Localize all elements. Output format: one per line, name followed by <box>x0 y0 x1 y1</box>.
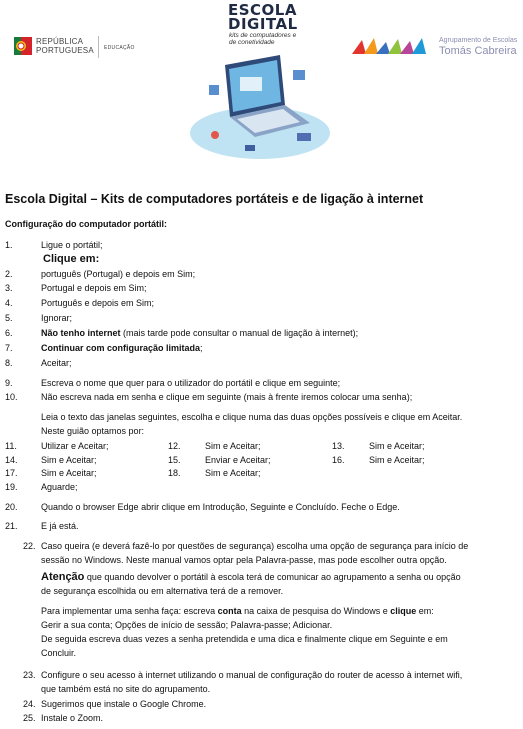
step-number: 8. <box>5 358 13 368</box>
section-subtitle: Configuração do computador portátil: <box>5 219 167 229</box>
step-text: E já está. <box>41 521 79 531</box>
note-text: Leia o texto das janelas seguintes, escolha e clique numa das duas opções possíveis e clique em Aceitar. <box>41 412 463 422</box>
step-text: Aceitar; <box>41 358 72 368</box>
school-logo-icon <box>352 36 434 58</box>
warning-text <box>41 571 461 583</box>
step-number: 13. <box>332 441 345 451</box>
step-number: 16. <box>332 455 345 465</box>
step-number: 12. <box>168 441 181 451</box>
keyword: clique <box>390 606 417 616</box>
step-text: Sim e Aceitar; <box>41 468 97 478</box>
program-subtitle: kits de computadores e de conetividade <box>229 32 297 46</box>
step-number: 22. <box>23 541 36 551</box>
portugal-emblem-icon <box>14 37 32 55</box>
step-rest: ; <box>200 343 203 353</box>
step-number: 2. <box>5 269 13 279</box>
step-number: 7. <box>5 343 13 353</box>
step-text: Sugerimos que instale o Google Chrome. <box>41 699 207 709</box>
step-number: 4. <box>5 298 13 308</box>
step-text: Caso queira (e deverá fazê-lo por questões de segurança) escolha uma opção de segurança para início de <box>41 541 469 551</box>
school-line1: Agrupamento de Escolas <box>439 37 518 44</box>
step-number: 3. <box>5 283 13 293</box>
note-text: Neste guião optamos por: <box>41 426 145 436</box>
step-text: português (Portugal) e depois em Sim; <box>41 269 196 279</box>
step-text <box>41 342 203 354</box>
step-rest: (mais tarde pode consultar o manual de ligação à internet); <box>120 328 359 338</box>
divider <box>98 36 99 58</box>
step-text: Português e depois em Sim; <box>41 298 155 308</box>
step-number: 14. <box>5 455 18 465</box>
laptop-illustration <box>185 45 335 165</box>
step-number: 17. <box>5 468 18 478</box>
step-bold: Não tenho internet <box>41 328 121 338</box>
step-text: Instale o Zoom. <box>41 713 104 723</box>
gov-edu-label: EDUCAÇÃO <box>104 45 135 51</box>
warning-text: de segurança escolhida ou em alternativa terá de a remover. <box>41 586 284 596</box>
password-instructions <box>41 605 434 617</box>
step-text: Aguarde; <box>41 482 78 492</box>
step-text: Enviar e Aceitar; <box>205 455 271 465</box>
step-number: 20. <box>5 502 18 512</box>
step-text: Sim e Aceitar; <box>205 468 261 478</box>
step-number: 9. <box>5 378 13 388</box>
step-text: Sim e Aceitar; <box>369 441 425 451</box>
step-number: 5. <box>5 313 13 323</box>
page-title: Escola Digital – Kits de computadores portáteis e de ligação à internet <box>5 192 424 206</box>
program-title: ESCOLA DIGITAL <box>228 1 298 33</box>
step-bold: Continuar com configuração limitada <box>41 343 201 353</box>
text-part: Para implementar uma senha faça: escreva <box>41 606 218 616</box>
step-number: 23. <box>23 670 36 680</box>
step-number: 6. <box>5 328 13 338</box>
warning-rest: que quando devolver o portátil à escola terá de comunicar ao agrupamento a senha ou opção <box>84 572 461 582</box>
step-text <box>41 327 358 339</box>
step-number: 18. <box>168 468 181 478</box>
password-instructions: De seguida escreva duas vezes a senha pretendida e uma dica e finalmente clique em Seguinte e em <box>41 634 448 644</box>
step-text: Escreva o nome que quer para o utilizador do portátil e clique em seguinte; <box>41 378 341 388</box>
step-number: 25. <box>23 713 36 723</box>
school-line2: Tomás Cabreira <box>439 45 517 57</box>
step-number: 15. <box>168 455 181 465</box>
password-instructions: Concluir. <box>41 648 77 658</box>
step-text: que também está no site do agrupamento. <box>41 684 211 694</box>
warning-label: Atenção <box>41 571 85 583</box>
step-text: Ignorar; <box>41 313 73 323</box>
step-number: 11. <box>5 441 17 451</box>
step-text: sessão no Windows. Neste manual vamos optar pela Palavra-passe, mas pode escolher outra opção. <box>41 555 447 565</box>
step-text: Não escreva nada em senha e clique em seguinte (mais à frente iremos colocar uma senha); <box>41 392 413 402</box>
keyword: conta <box>217 606 242 616</box>
step-text: Configure o seu acesso à internet utilizando o manual de configuração do router de acesso à internet wifi, <box>41 670 463 680</box>
text-part: em: <box>416 606 434 616</box>
step-text: Sim e Aceitar; <box>41 455 97 465</box>
text-part: na caixa de pesquisa do Windows e <box>241 606 391 616</box>
step-number: 1. <box>5 240 13 250</box>
step-text: Quando o browser Edge abrir clique em Introdução, Seguinte e Concluído. Feche o Edge. <box>41 502 400 512</box>
step-text: Portugal e depois em Sim; <box>41 283 147 293</box>
step-text: Ligue o portátil; <box>41 240 103 250</box>
click-heading: Clique em: <box>43 253 100 265</box>
step-number: 24. <box>23 699 36 709</box>
step-text: Utilizar e Aceitar; <box>41 441 109 451</box>
gov-name: REPÚBLICA PORTUGUESA <box>36 37 94 55</box>
step-text: Sim e Aceitar; <box>369 455 425 465</box>
step-text: Sim e Aceitar; <box>205 441 261 451</box>
step-number: 19. <box>5 482 18 492</box>
step-number: 21. <box>5 521 18 531</box>
password-instructions: Gerir a sua conta; Opções de início de sessão; Palavra-passe; Adicionar. <box>41 620 333 630</box>
step-number: 10. <box>5 392 18 402</box>
